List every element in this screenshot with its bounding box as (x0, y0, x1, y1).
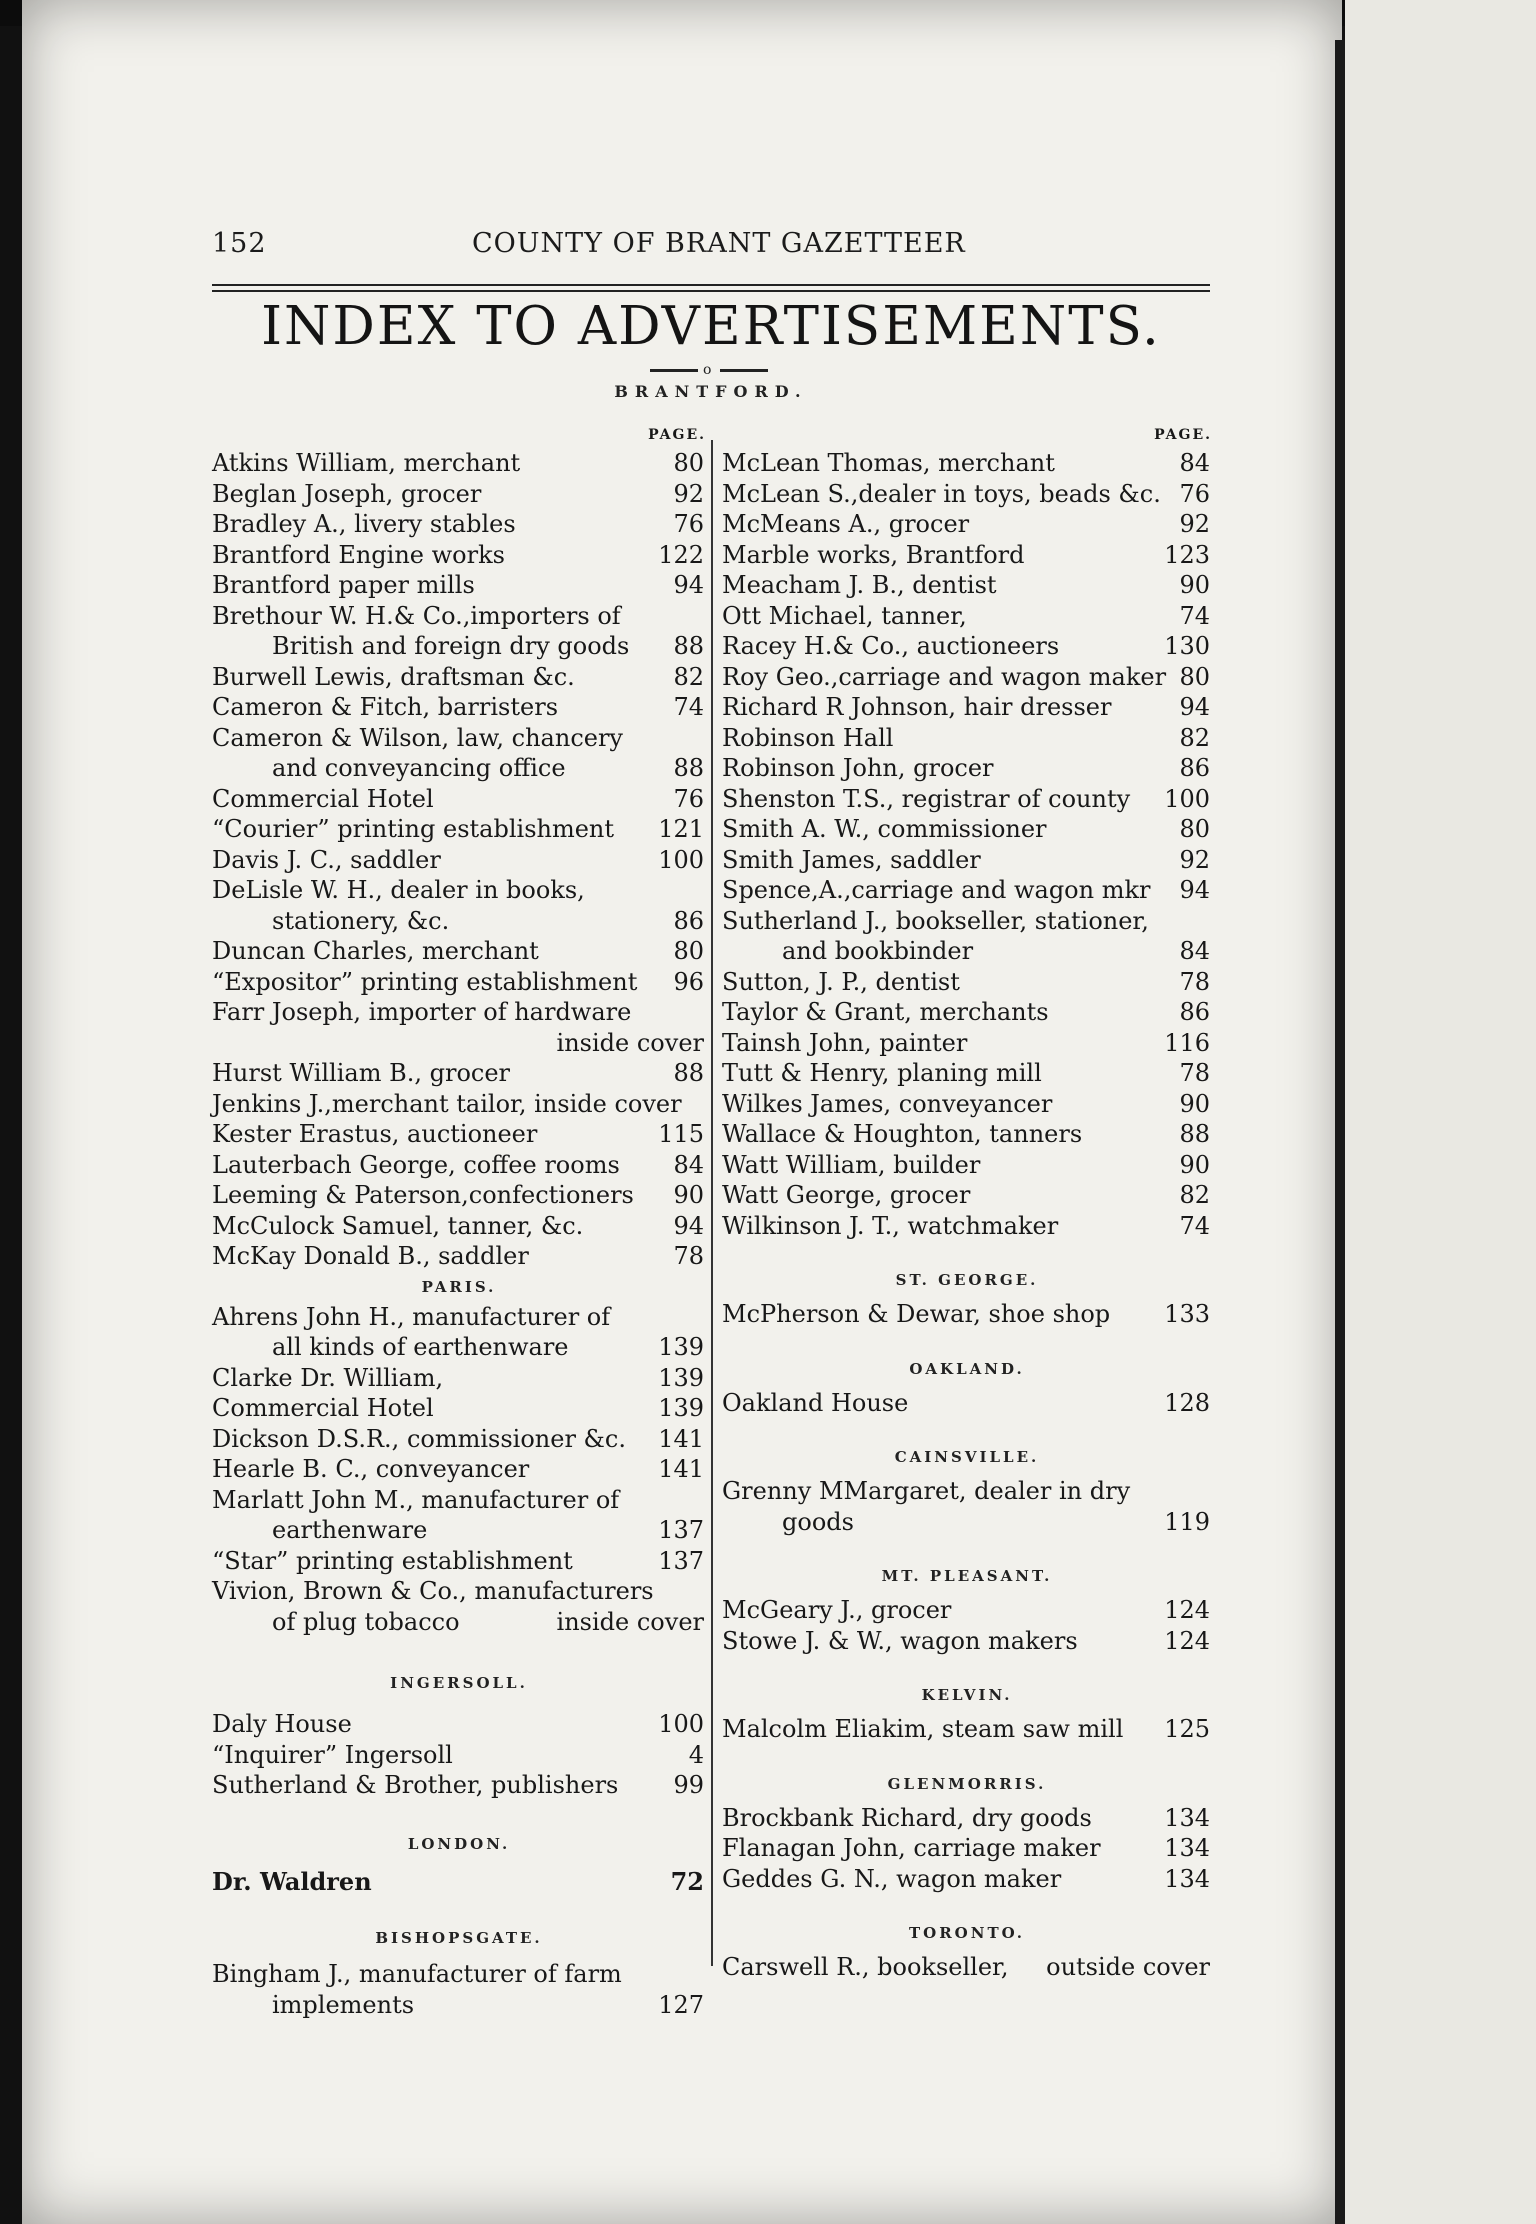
index-entry (212, 845, 706, 876)
index-entry (212, 753, 706, 784)
index-entry (722, 540, 1212, 571)
entry-name: Brantford Engine works (212, 540, 505, 569)
entry-name: Tainsh John, painter (722, 1028, 968, 1057)
entry-name: McCulock Samuel, tanner, &c. (212, 1211, 584, 1240)
entry-name: Malcolm Eliakim, steam saw mill (722, 1715, 1124, 1743)
entry-name: Wallace & Houghton, tanners (722, 1120, 1083, 1148)
index-entry (722, 1864, 1212, 1895)
entry-name: Taylor & Grant, merchants (722, 998, 1049, 1026)
entry-name: Kester Erastus, auctioneer (212, 1120, 538, 1148)
entry-page: 86 (673, 906, 704, 935)
index-entry (212, 1867, 706, 1898)
title-ornament: o (650, 362, 770, 378)
entry-page: inside cover (556, 1028, 704, 1057)
index-entry (722, 1211, 1212, 1242)
entry-name: Bradley A., livery stables (212, 510, 516, 538)
entry-name: Robinson Hall (722, 723, 894, 752)
entry-page: 78 (1179, 967, 1210, 996)
entry-name: McLean S.,dealer in toys, beads &c. (722, 479, 1161, 508)
entry-page: 80 (673, 449, 704, 477)
entry-page: 92 (1179, 510, 1210, 538)
entry-page: 100 (658, 845, 704, 874)
index-entry (722, 570, 1212, 601)
index-entry (212, 479, 706, 510)
facing-page-edge (1345, 0, 1536, 2224)
index-entry (722, 936, 1212, 967)
entry-page: 74 (673, 693, 704, 721)
entry-page: 122 (658, 540, 704, 569)
glenmorris-list (722, 1803, 1212, 1895)
entry-page: 116 (1164, 1028, 1210, 1057)
entry-name: Robinson John, grocer (722, 754, 994, 782)
section-kelvin: KELVIN. (921, 1686, 1013, 1704)
entry-page: 84 (1179, 937, 1210, 965)
index-entry (212, 1332, 706, 1363)
section-bishopsgate: BISHOPSGATE. (375, 1929, 543, 1947)
running-head (212, 228, 1212, 264)
right-column (722, 418, 1212, 1983)
index-entry (212, 1211, 706, 1242)
entry-name: Roy Geo.,carriage and wagon maker (722, 662, 1167, 691)
entry-page: 74 (1179, 1211, 1210, 1240)
index-entry (722, 479, 1212, 510)
entry-page: 125 (1164, 1715, 1210, 1743)
entry-page: 4 (688, 1740, 704, 1769)
index-entry (722, 601, 1212, 632)
entry-page: 130 (1164, 632, 1210, 660)
entry-name: Burwell Lewis, draftsman &c. (212, 662, 575, 691)
entry-name: Jenkins J.,merchant tailor, inside cover (212, 1089, 682, 1118)
index-entry (212, 1546, 706, 1577)
index-entry (212, 784, 706, 815)
entry-name: Richard R Johnson, hair dresser (722, 693, 1112, 721)
page-number: 152 (212, 228, 267, 259)
entry-page: 124 (1164, 1626, 1210, 1655)
index-entry (722, 967, 1212, 998)
running-title: COUNTY OF BRANT GAZETTEER (472, 228, 966, 259)
index-entry (722, 1388, 1212, 1419)
index-entry (212, 967, 706, 998)
entry-name: Dickson D.S.R., commissioner &c. (212, 1424, 626, 1453)
index-entry (212, 1393, 706, 1424)
index-entry (212, 1180, 706, 1211)
entry-page: 82 (1179, 723, 1210, 752)
entry-name: Duncan Charles, merchant (212, 937, 539, 965)
entry-name: Shenston T.S., registrar of county (722, 784, 1131, 813)
entry-page: 134 (1164, 1803, 1210, 1832)
index-entry (212, 1607, 706, 1638)
index-entry (212, 1485, 706, 1516)
entry-page: 100 (1164, 784, 1210, 813)
entry-name: Hurst William B., grocer (212, 1059, 511, 1087)
entry-page: 133 (1164, 1300, 1210, 1328)
entry-page: 123 (1164, 540, 1210, 569)
entry-page: 84 (673, 1150, 704, 1179)
entry-name: all kinds of earthenware (272, 1333, 569, 1361)
entry-name: and conveyancing office (272, 754, 566, 782)
entry-name: Leeming & Paterson,confectioners (212, 1181, 634, 1209)
entry-page: 88 (673, 1059, 704, 1087)
entry-page: 88 (673, 754, 704, 782)
entry-name: Beglan Joseph, grocer (212, 479, 482, 508)
section-cainsville: CAINSVILLE. (894, 1448, 1040, 1466)
index-entry (722, 631, 1212, 662)
entry-page: 115 (658, 1120, 704, 1148)
entry-name: Atkins William, merchant (212, 449, 521, 477)
index-entry (722, 723, 1212, 754)
entry-name: McGeary J., grocer (722, 1596, 952, 1624)
entry-page: 141 (658, 1455, 704, 1483)
entry-name: Cameron & Fitch, barristers (212, 693, 559, 721)
entry-page: 134 (1164, 1834, 1210, 1862)
section-paris: PARIS. (421, 1277, 497, 1296)
entry-name: British and foreign dry goods (272, 632, 630, 660)
entry-page: 121 (658, 815, 704, 843)
section-london: LONDON. (407, 1834, 511, 1853)
toronto-list (722, 1952, 1212, 1983)
page-col-label-right: PAGE. (1154, 427, 1212, 443)
entry-name: Wilkinson J. T., watchmaker (722, 1211, 1059, 1240)
index-entry (212, 692, 706, 723)
entry-name: Sutherland & Brother, publishers (212, 1771, 619, 1799)
entry-page: 94 (1179, 693, 1210, 721)
index-entry (212, 1515, 706, 1546)
index-entry (212, 1770, 706, 1801)
entry-name: Wilkes James, conveyancer (722, 1089, 1053, 1118)
entry-name: McPherson & Dewar, shoe shop (722, 1300, 1111, 1328)
london-list (212, 1867, 706, 1898)
entry-page: 82 (673, 662, 704, 691)
column-divider (711, 440, 713, 1966)
index-entry (722, 753, 1212, 784)
index-entry (722, 1058, 1212, 1089)
entry-name: of plug tobacco (272, 1607, 460, 1636)
entry-name: stationery, &c. (272, 906, 450, 935)
section-oakland: OAKLAND. (909, 1359, 1025, 1378)
bishopsgate-list (212, 1959, 706, 2020)
entry-name: “Expositor” printing establishment (212, 967, 638, 996)
index-entry (212, 1302, 706, 1333)
entry-name: Brockbank Richard, dry goods (722, 1803, 1092, 1832)
index-entry (212, 997, 706, 1028)
section-brantford: BRANTFORD. (614, 382, 808, 401)
entry-page: inside cover (556, 1607, 704, 1636)
entry-page: 124 (1164, 1596, 1210, 1624)
cainsville-list (722, 1476, 1212, 1537)
index-entry (212, 1454, 706, 1485)
entry-name: earthenware (272, 1516, 428, 1544)
section-st-george: ST. GEORGE. (895, 1271, 1039, 1289)
index-entry (212, 448, 706, 479)
section-toronto: TORONTO. (908, 1924, 1026, 1942)
entry-name: Ahrens John H., manufacturer of (212, 1302, 611, 1331)
kelvin-list (722, 1714, 1212, 1745)
index-entry (212, 1119, 706, 1150)
index-entry (212, 1576, 706, 1607)
index-entry (722, 1595, 1212, 1626)
entry-name: Ott Michael, tanner, (722, 601, 967, 630)
entry-name: Geddes G. N., wagon maker (722, 1864, 1062, 1893)
index-entry (722, 1714, 1212, 1745)
entry-page: 92 (1179, 845, 1210, 874)
entry-name: Marlatt John M., manufacturer of (212, 1485, 620, 1514)
brantford-list-left (212, 448, 706, 1272)
entry-page: 86 (1179, 998, 1210, 1026)
entry-page: 88 (1179, 1120, 1210, 1148)
entry-name: McKay Donald B., saddler (212, 1242, 529, 1270)
index-entry (212, 570, 706, 601)
entry-name: McLean Thomas, merchant (722, 449, 1055, 477)
entry-page: 94 (673, 571, 704, 599)
entry-name: Vivion, Brown & Co., manufacturers (212, 1577, 654, 1605)
entry-page: 128 (1164, 1388, 1210, 1417)
entry-page: 76 (1179, 479, 1210, 508)
entry-page: 82 (1179, 1181, 1210, 1209)
entry-page: 90 (1179, 1089, 1210, 1118)
index-entry (722, 448, 1212, 479)
entry-name: Oakland House (722, 1388, 909, 1417)
index-entry (722, 875, 1212, 906)
index-entry (212, 1058, 706, 1089)
entry-name: goods (782, 1507, 854, 1536)
oakland-list (722, 1388, 1212, 1419)
mt-pleasant-list (722, 1595, 1212, 1656)
entry-page: 86 (1179, 754, 1210, 782)
entry-name: Farr Joseph, importer of hardware (212, 998, 632, 1026)
entry-page: 80 (1179, 815, 1210, 843)
index-entry (722, 1507, 1212, 1538)
index-entry (722, 1028, 1212, 1059)
index-entry (722, 1180, 1212, 1211)
header-rule-bottom (212, 290, 1210, 292)
index-entry (212, 936, 706, 967)
entry-page: 78 (673, 1242, 704, 1270)
entry-page: 137 (658, 1516, 704, 1544)
index-entry (212, 509, 706, 540)
index-entry (212, 1959, 706, 1990)
index-entry (722, 784, 1212, 815)
index-entry (212, 631, 706, 662)
entry-page: 94 (1179, 876, 1210, 904)
index-entry (212, 1089, 706, 1120)
entry-page: 90 (673, 1181, 704, 1209)
entry-page: 92 (673, 479, 704, 508)
book-gutter (1335, 40, 1345, 2224)
entry-page: 139 (658, 1394, 704, 1422)
index-entry (212, 1028, 706, 1059)
entry-page: 137 (658, 1546, 704, 1575)
brantford-list-right (722, 448, 1212, 1241)
index-entry (212, 1363, 706, 1394)
entry-name: “Star” printing establishment (212, 1546, 573, 1575)
entry-name: Hearle B. C., conveyancer (212, 1455, 530, 1483)
index-entry (722, 692, 1212, 723)
entry-page: 96 (673, 967, 704, 996)
entry-name: “Courier” printing establishment (212, 815, 615, 843)
entry-name: Lauterbach George, coffee rooms (212, 1150, 620, 1179)
section-mt-pleasant: MT. PLEASANT. (881, 1567, 1053, 1585)
entry-name: Bingham J., manufacturer of farm (212, 1960, 622, 1988)
index-entry (212, 906, 706, 937)
entry-page: 127 (658, 1990, 704, 2019)
entry-name: Brantford paper mills (212, 571, 475, 599)
index-entry (212, 1709, 706, 1740)
entry-page: 119 (1164, 1507, 1210, 1536)
index-entry (212, 723, 706, 754)
page-title: INDEX TO ADVERTISEMENTS. (261, 296, 1161, 357)
entry-page: outside cover (1046, 1953, 1210, 1981)
entry-name: implements (272, 1990, 415, 2019)
entry-name: Meacham J. B., dentist (722, 571, 997, 599)
entry-name: Spence,A.,carriage and wagon mkr (722, 876, 1151, 904)
left-column (212, 418, 706, 2020)
entry-name: Davis J. C., saddler (212, 845, 441, 874)
entry-name: Watt William, builder (722, 1150, 981, 1179)
index-entry (212, 540, 706, 571)
page-col-label: PAGE. (648, 427, 706, 443)
index-entry (722, 1626, 1212, 1657)
entry-name: Smith A. W., commissioner (722, 815, 1047, 843)
entry-name: Daly House (212, 1710, 352, 1738)
entry-name: Smith James, saddler (722, 845, 981, 874)
index-entry (722, 1150, 1212, 1181)
entry-name: Watt George, grocer (722, 1181, 971, 1209)
entry-page: 90 (1179, 571, 1210, 599)
entry-name: Flanagan John, carriage maker (722, 1834, 1101, 1862)
index-entry (212, 662, 706, 693)
index-entry (722, 662, 1212, 693)
entry-name: “Inquirer” Ingersoll (212, 1740, 453, 1769)
ingersoll-list (212, 1709, 706, 1801)
entry-page: 80 (1179, 662, 1210, 691)
index-entry (212, 1990, 706, 2021)
entry-name: Racey H.& Co., auctioneers (722, 632, 1060, 660)
index-entry (722, 1803, 1212, 1834)
entry-name: DeLisle W. H., dealer in books, (212, 876, 585, 904)
section-ingersoll: INGERSOLL. (390, 1674, 528, 1692)
index-entry (722, 1089, 1212, 1120)
entry-page: 141 (658, 1424, 704, 1453)
entry-name: Clarke Dr. William, (212, 1363, 444, 1392)
entry-page: 76 (673, 784, 704, 813)
index-entry (722, 906, 1212, 937)
entry-page: 139 (658, 1363, 704, 1392)
entry-name: Brethour W. H.& Co.,importers of (212, 601, 621, 630)
entry-page: 94 (673, 1211, 704, 1240)
index-entry (722, 1119, 1212, 1150)
entry-name: Stowe J. & W., wagon makers (722, 1626, 1078, 1655)
entry-name: Commercial Hotel (212, 784, 434, 813)
entry-name: Carswell R., bookseller, (722, 1953, 1009, 1981)
entry-page: 90 (1179, 1150, 1210, 1179)
section-glenmorris: GLENMORRIS. (887, 1774, 1047, 1793)
entry-page: 78 (1179, 1059, 1210, 1087)
index-entry (722, 814, 1212, 845)
entry-page: 72 (670, 1866, 704, 1896)
entry-name: and bookbinder (782, 937, 974, 965)
st-george-list (722, 1299, 1212, 1330)
index-entry (212, 1740, 706, 1771)
index-entry (212, 875, 706, 906)
index-entry (212, 1424, 706, 1455)
entry-page: 88 (673, 632, 704, 660)
index-entry (722, 997, 1212, 1028)
index-entry (722, 1833, 1212, 1864)
entry-page: 76 (673, 510, 704, 538)
entry-name: Commercial Hotel (212, 1394, 434, 1422)
entry-page: 84 (1179, 449, 1210, 477)
index-entry (722, 1476, 1212, 1507)
entry-name: Sutton, J. P., dentist (722, 967, 960, 996)
index-entry (212, 601, 706, 632)
index-entry (212, 814, 706, 845)
index-entry (722, 1952, 1212, 1983)
paris-list (212, 1302, 706, 1638)
entry-page: 139 (658, 1333, 704, 1361)
index-entry (212, 1150, 706, 1181)
entry-page: 74 (1179, 601, 1210, 630)
entry-page: 99 (673, 1771, 704, 1799)
entry-page: 134 (1164, 1864, 1210, 1893)
entry-page: 80 (673, 937, 704, 965)
index-entry (212, 1241, 706, 1272)
index-entry (722, 1299, 1212, 1330)
entry-name: Tutt & Henry, planing mill (722, 1059, 1042, 1087)
index-entry (722, 509, 1212, 540)
entry-name: Marble works, Brantford (722, 540, 1025, 569)
entry-name: McMeans A., grocer (722, 510, 970, 538)
entry-name: Dr. Waldren (212, 1866, 372, 1896)
header-rule-top (212, 284, 1210, 286)
index-entry (722, 845, 1212, 876)
entry-page: 100 (658, 1710, 704, 1738)
entry-name: Grenny MMargaret, dealer in dry (722, 1477, 1131, 1505)
entry-name: Cameron & Wilson, law, chancery (212, 723, 623, 752)
entry-name: Sutherland J., bookseller, stationer, (722, 906, 1149, 935)
